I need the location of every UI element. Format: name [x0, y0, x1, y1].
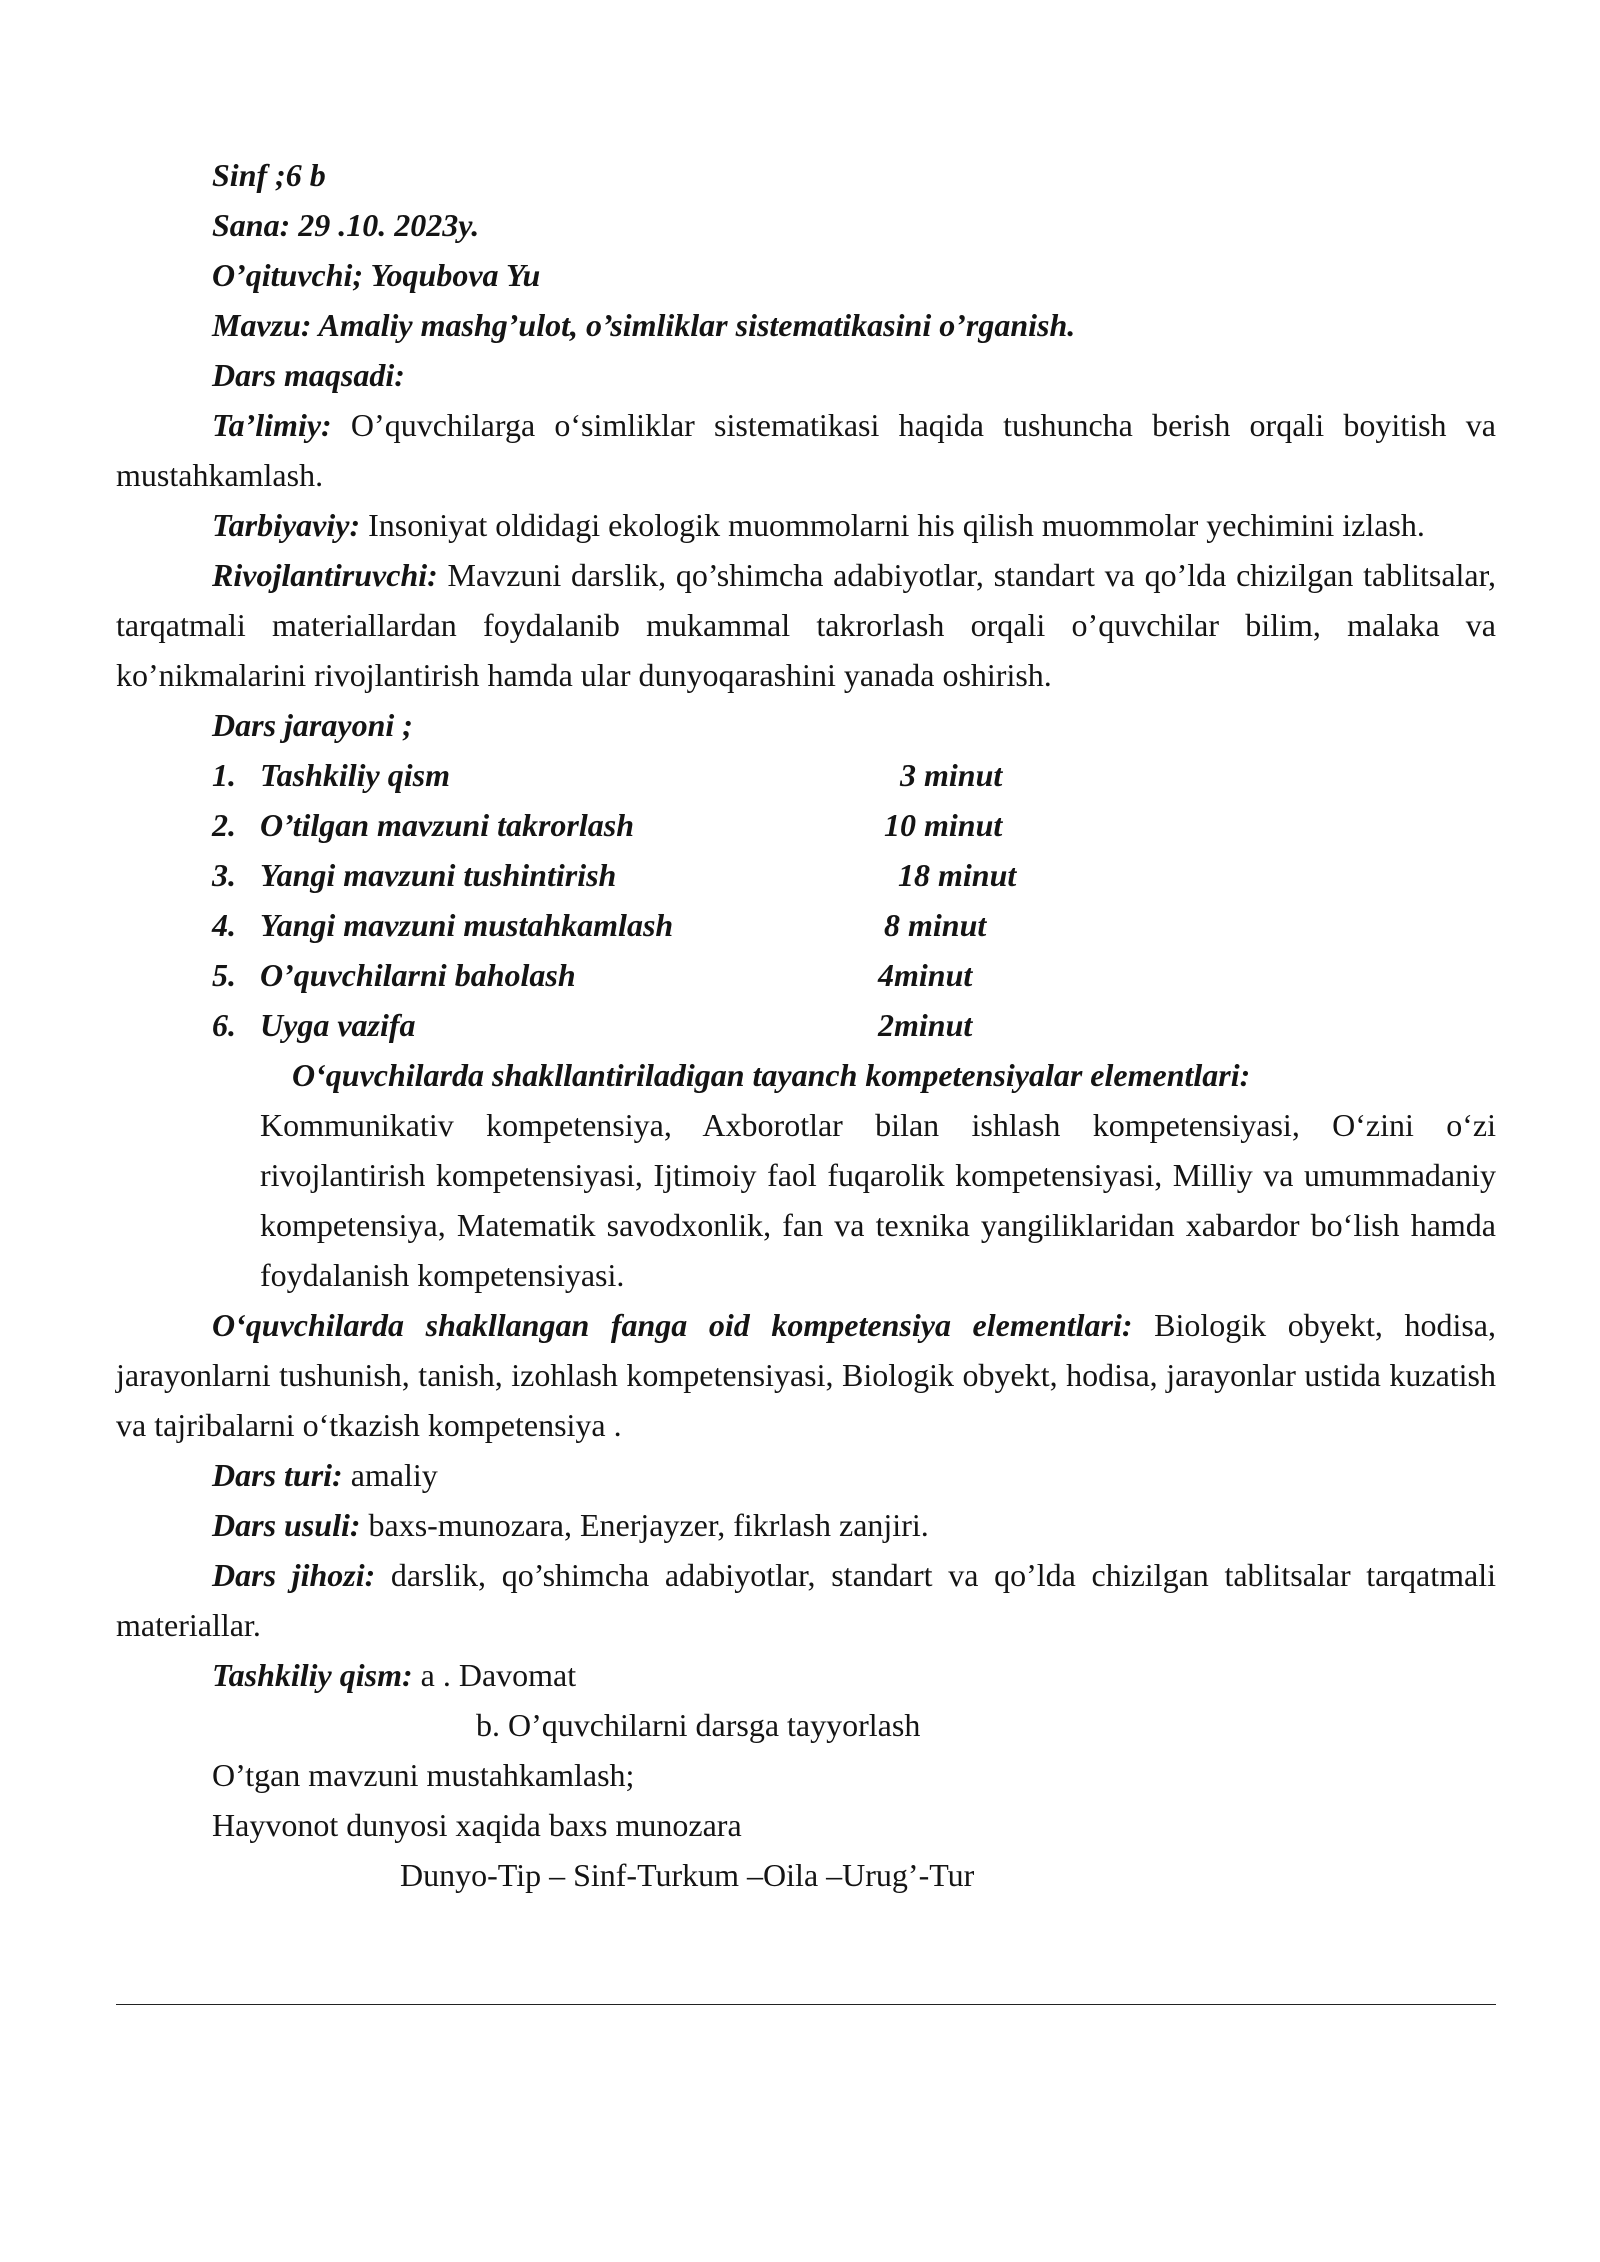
step-number: 3.	[212, 857, 236, 893]
step-number: 1.	[212, 757, 236, 793]
developmental-goal-label: Rivojlantiruvchi:	[212, 557, 438, 593]
step-text: O’tilgan mavzuni takrorlash	[260, 807, 635, 843]
subject-competencies-text: Biologik obyekt, hodisa, jarayonlarni tushunish, tanish, izohlash kompetensiyasi, Biologik obyekt, hodisa, jarayonlar ustida kuzatish va tajribalarni o‘tkazish kompetensiya .	[116, 1307, 1496, 1443]
step-number: 6.	[212, 1007, 236, 1043]
review-line: O’tgan mavzuni mustahkamlash;	[212, 1757, 635, 1793]
developmental-goal	[116, 550, 1496, 700]
upbringing-goal-text: Insoniyat oldidagi ekologik muommolarni his qilish muommolar yechimini izlash.	[360, 507, 1425, 543]
topic-line: Mavzu: Amaliy mashg’ulot, o’simliklar sistematikasini o’rganish.	[212, 307, 1076, 343]
step-text: Yangi mavzuni tushintirish	[260, 857, 617, 893]
teacher-line: O’qituvchi; Yoqubova Yu	[212, 257, 541, 293]
core-competencies-text: Kommunikativ kompetensiya, Axborotlar bilan ishlash kompetensiyasi, O‘zini o‘zi rivojlantirish kompetensiyasi, Ijtimoiy faol fuqarolik kompetensiyasi, Milliy va umummadaniy kompetensiya, Matematik savodxonlik, fan va texnika yangiliklaridan xabardor bo‘lish hamda foydalanish kompetensiyasi.	[260, 1107, 1496, 1293]
lesson-type-label: Dars turi:	[212, 1457, 343, 1493]
step-text: Uyga vazifa	[260, 1007, 416, 1043]
upbringing-goal-label: Tarbiyaviy:	[212, 507, 361, 543]
step-text: O’quvchilarni baholash	[260, 957, 576, 993]
step-time: 10 minut	[884, 807, 1003, 843]
subject-competencies-label: O‘quvchilarda shakllangan fanga oid kompetensiya elementlari:	[212, 1307, 1133, 1343]
subject-competencies	[116, 1300, 1496, 1450]
step-number: 5.	[212, 957, 236, 993]
core-competencies	[116, 1050, 1496, 1300]
educational-goal	[116, 400, 1496, 500]
step-time: 18 minut	[898, 857, 1017, 893]
organizational-part-a: a . Davomat	[412, 1657, 577, 1693]
lesson-type-text: amaliy	[342, 1457, 438, 1493]
lesson-method	[116, 1500, 1496, 1550]
bottom-divider	[116, 2004, 1496, 2005]
lesson-steps-list	[116, 750, 1496, 1050]
date-line: Sana: 29 .10. 2023y.	[212, 207, 480, 243]
organizational-part	[116, 1650, 1496, 1700]
developmental-goal-text: Mavzuni darslik, qo’shimcha adabiyotlar, standart va qo’lda chizilgan tablitsalar, tarqatmali materiallardan foydalanib mukammal takrorlash orqali o’quvchilar bilim, malaka va ko’nikmalarini rivojlantirish hamda ular dunyoqarashini yanada oshirish.	[116, 557, 1496, 693]
step-text: Yangi mavzuni mustahkamlash	[260, 907, 674, 943]
lesson-process-heading: Dars jarayoni ;	[212, 707, 413, 743]
step-time: 3 minut	[900, 757, 1003, 793]
lesson-type	[116, 1450, 1496, 1500]
discussion-line: Hayvonot dunyosi xaqida baxs munozara	[212, 1807, 742, 1843]
lesson-method-text: baxs-munozara, Enerjayzer, fikrlash zanjiri.	[360, 1507, 929, 1543]
step-time: 8 minut	[884, 907, 987, 943]
step-number: 2.	[212, 807, 236, 843]
step-time: 4minut	[878, 957, 973, 993]
upbringing-goal	[116, 500, 1496, 550]
taxonomy-line: Dunyo-Tip – Sinf-Turkum –Oila –Urug’-Tur	[400, 1857, 975, 1893]
lesson-equipment	[116, 1550, 1496, 1650]
educational-goal-label: Ta’limiy:	[212, 407, 332, 443]
step-time: 2minut	[878, 1007, 973, 1043]
core-competencies-heading: O‘quvchilarda shakllantiriladigan tayanch kompetensiyalar elementlari:	[292, 1057, 1251, 1093]
lesson-equipment-label: Dars jihozi:	[212, 1557, 376, 1593]
class-line: Sinf ;6 b	[212, 157, 326, 193]
step-text: Tashkiliy qism	[260, 757, 450, 793]
educational-goal-text: O’quvchilarga o‘simliklar sistematikasi haqida tushuncha berish orqali boyitish va mustahkamlash.	[116, 407, 1496, 493]
lesson-method-label: Dars usuli:	[212, 1507, 361, 1543]
organizational-part-label: Tashkiliy qism:	[212, 1657, 413, 1693]
goals-heading: Dars maqsadi:	[212, 357, 405, 393]
step-number: 4.	[212, 907, 236, 943]
lesson-equipment-text: darslik, qo’shimcha adabiyotlar, standart va qo’lda chizilgan tablitsalar tarqatmali materiallar.	[116, 1557, 1497, 1643]
organizational-part-b: b. O’quvchilarni darsga tayyorlash	[476, 1707, 921, 1743]
lesson-plan-body	[116, 150, 1496, 1900]
